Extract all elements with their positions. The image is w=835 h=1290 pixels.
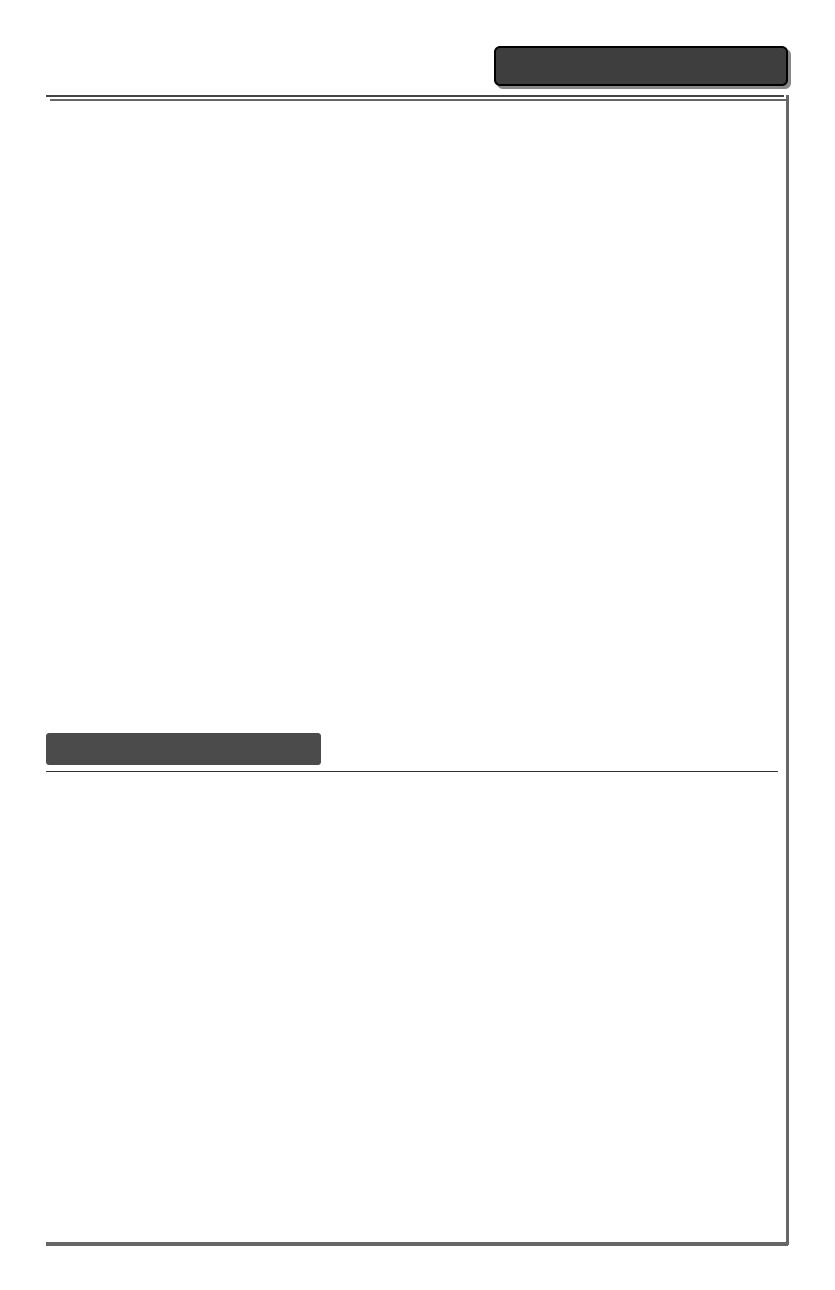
bottom-border xyxy=(46,1242,788,1246)
section-divider xyxy=(46,771,778,772)
page-title xyxy=(494,46,788,86)
prayer-grid xyxy=(46,95,784,97)
right-border xyxy=(786,95,789,1245)
donation-section-title xyxy=(46,733,321,765)
